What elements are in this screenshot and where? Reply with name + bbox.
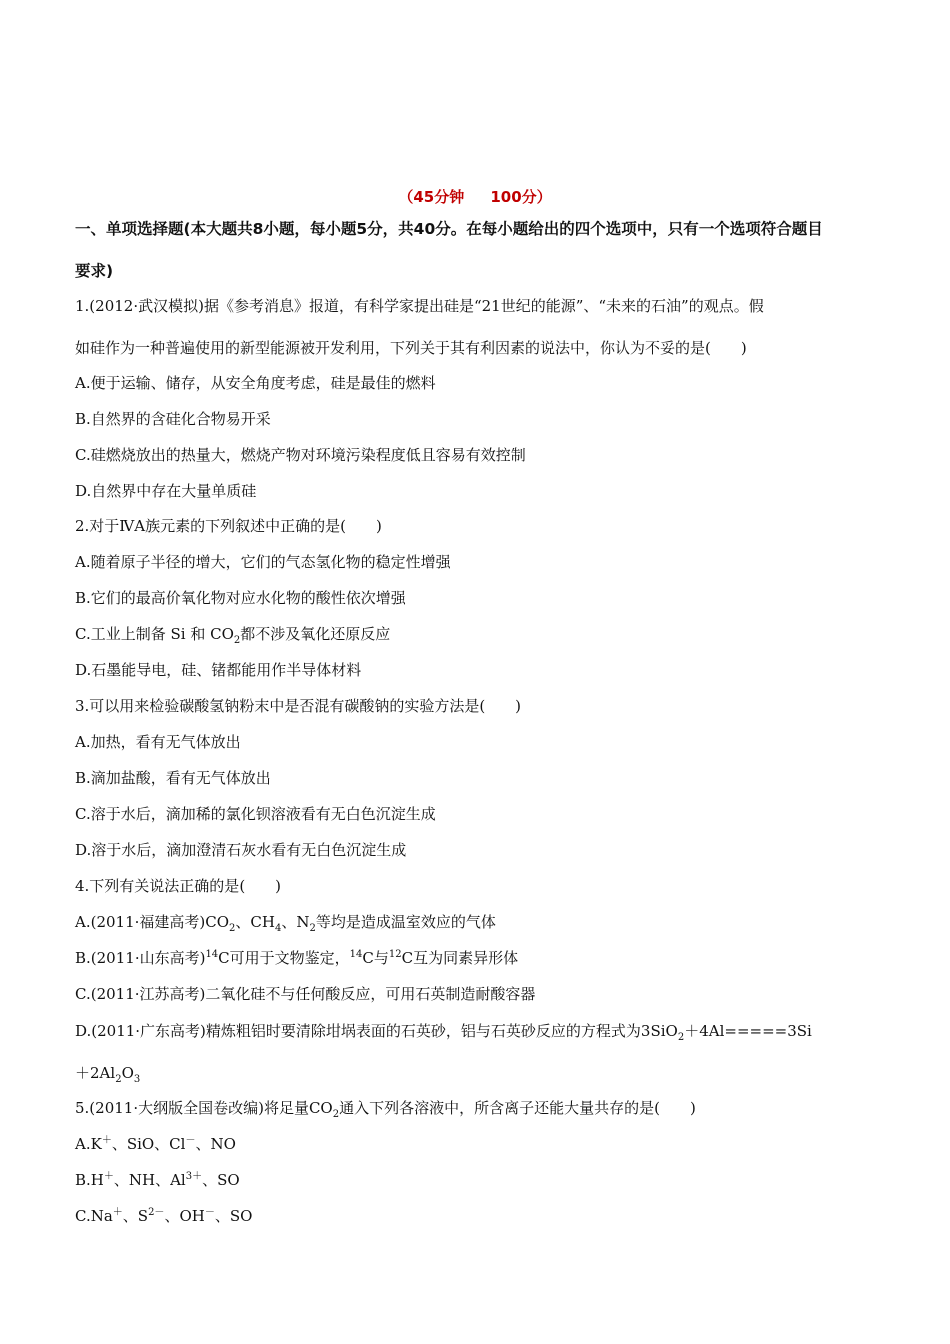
question-1-option-b: B.自然界的含硅化合物易开采 [75,410,271,428]
question-2-option-d: D.石墨能导电，硅、锗都能用作半导体材料 [75,661,362,679]
question-4-option-d: D.(2011·广东高考)精炼粗铝时要清除坩埚表面的石英砂，铝与石英砂反应的方程式为3SiO$_2$＋4Al=====3Si [75,1022,812,1043]
question-3-option-a: A.加热，看有无气体放出 [75,733,241,751]
question-3-stem: 3.可以用来检验碳酸氢钠粉末中是否混有碳酸钠的实验方法是( ) [75,697,522,715]
question-5-stem: 5.(2011·大纲版全国卷改编)将足量$CO_2$通入下列各溶液中，所含离子还能大量共存的是( ) [75,1099,696,1120]
question-4-option-a: A.(2011·福建高考)$CO_2$、$CH_4$、$N_2$等均是造成温室效应的气体 [75,913,496,934]
question-3-option-b: B.滴加盐酸，看有无气体放出 [75,769,271,787]
question-3-option-c: C.溶于水后，滴加稀的氯化钡溶液看有无白色沉淀生成 [75,805,436,823]
question-1-option-a: A.便于运输、储存，从安全角度考虑，硅是最佳的燃料 [75,374,436,392]
section-title-line1: 一、单项选择题(本大题共8小题，每小题5分，共40分。在每小题给出的四个选项中，只有一个选项符合题目 [75,220,823,238]
time-limit: （45分钟 100分） [398,188,552,206]
question-1-option-d: D.自然界中存在大量单质硅 [75,482,257,500]
question-4-stem: 4.下列有关说法正确的是( ) [75,877,282,895]
question-1-stem-line1: 1.(2012·武汉模拟)据《参考消息》报道，有科学家提出硅是“21世纪的能源”、“未来的石油”的观点。假 [75,297,764,315]
question-4-option-b: B.(2011·山东高考)$^{14}$C可用于文物鉴定，$^{14}$C与$^{12}$C互为同素异形体 [75,949,519,967]
question-4-option-c: C.(2011·江苏高考)二氧化硅不与任何酸反应，可用石英制造耐酸容器 [75,985,536,1003]
question-2-option-b: B.它们的最高价氧化物对应水化物的酸性依次增强 [75,589,406,607]
question-5-option-c: C.Na＋、$S^{2-}$、OH－、SO [75,1207,253,1225]
question-1-stem-line2: 如硅作为一种普遍使用的新型能源被开发利用，下列关于其有利因素的说法中，你认为不妥的是( ) [75,339,747,357]
question-3-option-d: D.溶于水后，滴加澄清石灰水看有无白色沉淀生成 [75,841,407,859]
question-2-option-a: A.随着原子半径的增大，它们的气态氢化物的稳定性增强 [75,553,451,571]
question-4-option-d-line2: $+2Al_2O_3$ [75,1064,141,1085]
question-2-option-c: C.工业上制备 Si 和 $CO_2$都不涉及氧化还原反应 [75,625,391,646]
question-5-option-a: A.K＋、SiO、Cl－、NO [75,1135,236,1153]
question-2-stem: 2.对于ⅣA族元素的下列叙述中正确的是( ) [75,517,382,535]
question-5-option-b: B.H＋、NH、$Al^{3+}$、SO [75,1171,240,1189]
question-1-option-c: C.硅燃烧放出的热量大，燃烧产物对环境污染程度低且容易有效控制 [75,446,526,464]
section-title-line2: 要求) [75,262,114,280]
